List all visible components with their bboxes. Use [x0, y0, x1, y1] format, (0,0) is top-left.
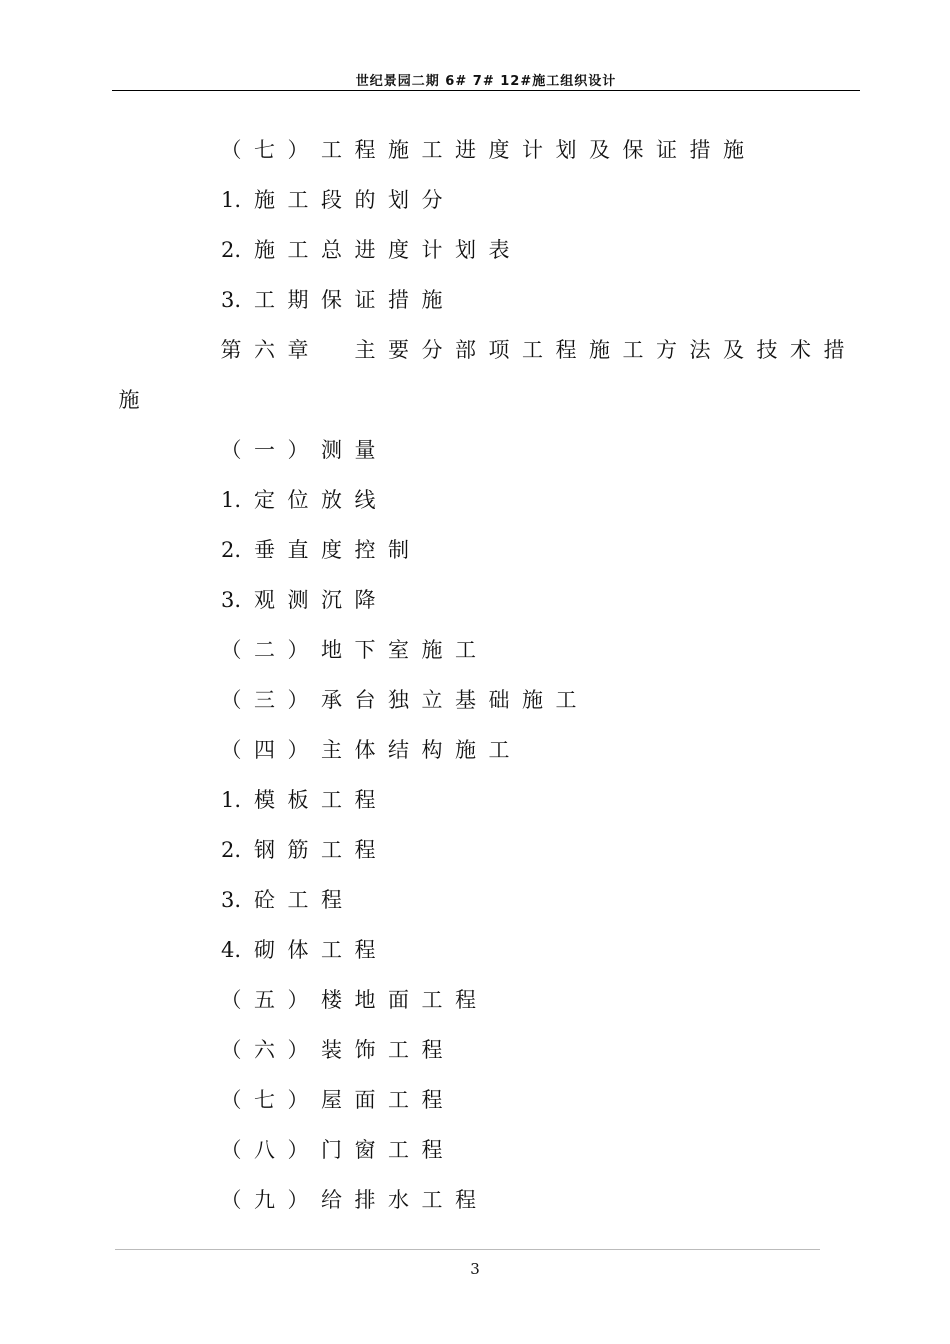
toc-line: 3. 砼 工 程	[220, 888, 342, 912]
header-divider	[112, 90, 860, 91]
page-header-title: 世纪景园二期 6# 7# 12#施工组织设计	[355, 74, 617, 89]
toc-line: （ 一 ） 测 量	[220, 438, 376, 462]
toc-chapter-heading: 第 六 章 主 要 分 部 项 工 程 施 工 方 法 及 技 术 措	[220, 338, 845, 362]
toc-line: （ 五 ） 楼 地 面 工 程	[220, 988, 476, 1012]
toc-line: （ 六 ） 装 饰 工 程	[220, 1038, 443, 1062]
toc-line: 1. 施 工 段 的 划 分	[220, 188, 443, 212]
toc-chapter-heading-continuation: 施	[118, 388, 140, 412]
toc-line: （ 七 ） 屋 面 工 程	[220, 1088, 443, 1112]
toc-line: 1. 定 位 放 线	[220, 488, 376, 512]
toc-line: （ 七 ） 工 程 施 工 进 度 计 划 及 保 证 措 施	[220, 138, 744, 162]
page-number: 3	[470, 1260, 480, 1278]
toc-line: 2. 钢 筋 工 程	[220, 838, 376, 862]
toc-line: （ 八 ） 门 窗 工 程	[220, 1138, 443, 1162]
toc-line: 2. 施 工 总 进 度 计 划 表	[220, 238, 510, 262]
toc-line: （ 二 ） 地 下 室 施 工	[220, 638, 476, 662]
footer-divider	[115, 1249, 820, 1250]
toc-line: （ 三 ） 承 台 独 立 基 础 施 工	[220, 688, 577, 712]
toc-line: （ 四 ） 主 体 结 构 施 工	[220, 738, 510, 762]
toc-line: 1. 模 板 工 程	[220, 788, 376, 812]
toc-line: 4. 砌 体 工 程	[220, 938, 376, 962]
toc-line: （ 九 ） 给 排 水 工 程	[220, 1188, 476, 1212]
toc-line: 3. 观 测 沉 降	[220, 588, 376, 612]
toc-line: 3. 工 期 保 证 措 施	[220, 288, 443, 312]
toc-line: 2. 垂 直 度 控 制	[220, 538, 409, 562]
